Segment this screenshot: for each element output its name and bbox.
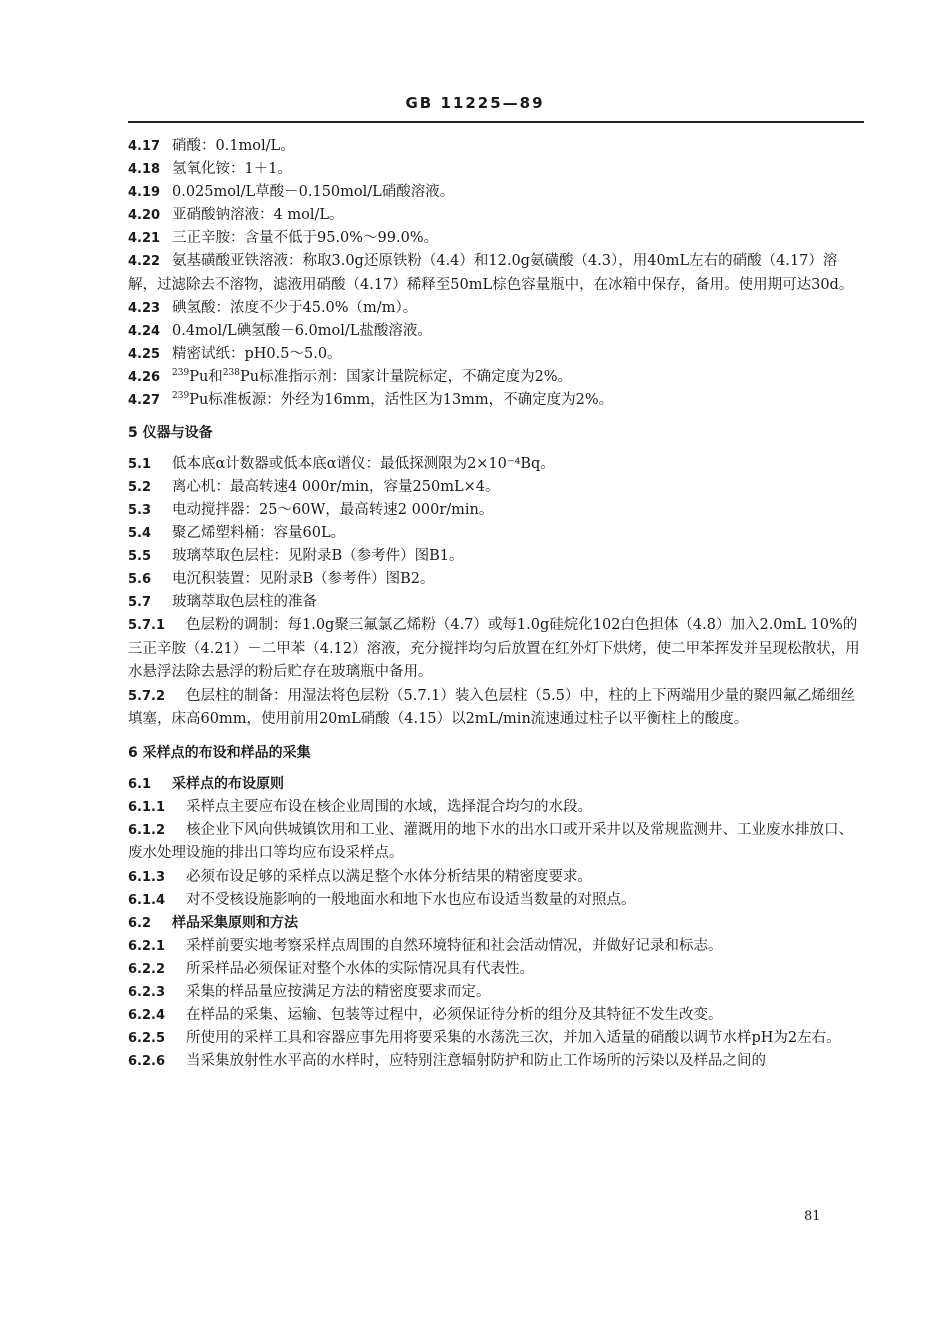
clause-5-7-1 [128, 614, 864, 685]
clause-text: 0.025mol/L草酸－0.150mol/L硝酸溶液。 [172, 184, 455, 200]
page-number: 81 [804, 1209, 821, 1224]
clause-text: 电动搅拌器：25～60W，最高转速2 000r/min。 [172, 502, 494, 518]
clause-number: 6.1 [128, 776, 152, 792]
header-rule [128, 121, 864, 123]
clause-text: 氨基磺酸亚铁溶液：称取3.0g还原铁粉（4.4）和12.0g氨磺酸（4.3），用40mL左右的硝酸（4.17）溶解，过滤除去不溶物，滤液用硝酸（4.17）稀释至50mL棕色容量瓶中，在冰箱中保存，备用。使用期可达30d。 [128, 253, 854, 293]
clause-text: 所使用的采样工具和容器应事先用将要采集的水荡洗三次，并加入适量的硝酸以调节水样pH为2左右。 [186, 1029, 841, 1046]
clause-number: 6.1.3 [128, 869, 166, 885]
clause-6-2-1 [128, 935, 864, 958]
clause-6-2-3 [128, 981, 864, 1004]
clause-4-25 [128, 343, 864, 366]
clause-number: 4.17 [128, 139, 161, 154]
clause-number: 6.2.6 [128, 1054, 166, 1069]
isotope-mass: 239 [172, 391, 190, 402]
clause-4-22 [128, 250, 864, 297]
clause-text: 所采样品必须保证对整个水体的实际情况具有代表性。 [186, 960, 534, 977]
clause-6-1-3 [128, 866, 864, 889]
clause-5-3 [128, 499, 864, 522]
clause-number: 4.21 [128, 231, 161, 246]
clause-number: 6.2.2 [128, 961, 166, 977]
clause-number: 6.1.1 [128, 799, 166, 815]
clause-6-2 [128, 912, 864, 935]
clause-number: 4.20 [128, 208, 161, 223]
clause-number: 5.1 [128, 457, 152, 472]
clause-number: 6.2.1 [128, 938, 166, 954]
clause-text-part: Pu和 [189, 369, 223, 385]
clause-6-1-2 [128, 819, 864, 866]
clause-text: 色层柱的制备：用湿法将色层粉（5.7.1）装入色层柱（5.5）中，柱的上下两端用少量的聚四氟乙烯细丝填塞，床高60mm，使用前用20mL硝酸（4.15）以2mL/min流速通过柱子以平衡柱上的酸度。 [128, 687, 855, 727]
clause-number: 4.24 [128, 324, 161, 339]
clause-4-26 [128, 366, 864, 389]
clause-text: 精密试纸：pH0.5～5.0。 [172, 346, 342, 362]
clause-text: 氢氧化铵：1＋1。 [172, 161, 292, 177]
page-body [128, 135, 864, 1073]
clause-number: 5.7.1 [128, 618, 166, 633]
clause-text: 采样点的布设原则 [172, 775, 284, 792]
standard-header: GB 11225—89 [405, 94, 545, 112]
clause-number: 6.2.5 [128, 1030, 166, 1046]
clause-6-2-4 [128, 1004, 864, 1027]
clause-text: 硝酸：0.1mol/L。 [172, 138, 295, 154]
clause-text: 在样品的采集、运输、包装等过程中，必须保证待分析的组分及其特征不发生改变。 [186, 1006, 723, 1023]
clause-text: Pu标准指示剂：国家计量院标定，不确定度为2%。 [239, 369, 573, 385]
clause-number: 5.5 [128, 549, 152, 564]
clause-6-1-4 [128, 889, 864, 912]
clause-text: 碘氢酸：浓度不少于45.0%（m/m）。 [172, 300, 418, 316]
clause-text: 样品采集原则和方法 [172, 914, 298, 931]
clause-number: 6.2 [128, 915, 152, 931]
clause-6-2-6 [128, 1050, 864, 1073]
clause-5-2 [128, 476, 864, 499]
clause-text: Pu标准板源：外经为16mm，活性区为13mm，不确定度为2%。 [189, 392, 614, 408]
clause-number: 5.7.2 [128, 688, 166, 704]
clause-number: 6.1.2 [128, 822, 166, 838]
clause-number: 6.2.3 [128, 984, 166, 1000]
clause-text: 必须布设足够的采样点以满足整个水体分析结果的精密度要求。 [186, 868, 592, 885]
clause-number: 4.22 [128, 254, 161, 269]
clause-5-4 [128, 522, 864, 545]
clause-text: 三正辛胺：含量不低于95.0%～99.0%。 [172, 230, 439, 246]
clause-6-1-1 [128, 796, 864, 819]
clause-number: 5.4 [128, 526, 152, 541]
isotope-mass: 238 [222, 368, 240, 379]
clause-4-21 [128, 227, 864, 250]
clause-text: 聚乙烯塑料桶：容量60L。 [172, 525, 346, 541]
clause-number: 4.25 [128, 347, 161, 362]
clause-number: 5.6 [128, 572, 152, 587]
clause-text: 电沉积装置：见附录B（参考件）图B2。 [172, 571, 435, 587]
clause-number: 4.19 [128, 185, 161, 200]
clause-5-6 [128, 568, 864, 591]
clause-4-27 [128, 389, 864, 412]
clause-4-23 [128, 297, 864, 320]
clause-5-5 [128, 545, 864, 568]
clause-text: 采样点主要应布设在核企业周围的水域，选择混合均匀的水段。 [186, 798, 592, 815]
clause-text: 玻璃萃取色层柱的准备 [172, 594, 317, 610]
clause-text: 采样前要实地考察采样点周围的自然环境特征和社会活动情况，并做好记录和标志。 [186, 937, 723, 954]
clause-number: 4.27 [128, 393, 161, 408]
clause-number: 4.18 [128, 162, 161, 177]
section-5-title: 5 仪器与设备 [128, 425, 213, 441]
clause-number: 4.26 [128, 370, 161, 385]
clause-6-2-2 [128, 958, 864, 981]
clause-text: 对不受核设施影响的一般地面水和地下水也应布设适当数量的对照点。 [186, 891, 636, 908]
clause-number: 6.2.4 [128, 1007, 166, 1023]
clause-text: 核企业下风向供城镇饮用和工业、灌溉用的地下水的出水口或开采井以及常规监测井、工业废水排放口、废水处理设施的排出口等均应布设采样点。 [128, 821, 853, 861]
clause-number: 5.3 [128, 503, 152, 518]
clause-text: 色层粉的调制：每1.0g聚三氟氯乙烯粉（4.7）或每1.0g硅烷化102白色担体（4.8）加入2.0mL 10%的三正辛胺（4.21）－二甲苯（4.12）溶液，充分搅拌均匀后放置在红外灯下烘烤，使二甲苯挥发并呈现松散状，用水悬浮法除去悬浮的粉后贮存在玻璃瓶中备用。 [128, 617, 860, 680]
clause-4-17 [128, 135, 864, 158]
clause-4-19 [128, 181, 864, 204]
isotope-mass: 239 [172, 368, 190, 379]
clause-5-1 [128, 453, 864, 476]
clause-4-20 [128, 204, 864, 227]
clause-text: 离心机：最高转速4 000r/min，容量250mL×4。 [172, 479, 500, 495]
clause-4-18 [128, 158, 864, 181]
clause-6-2-5 [128, 1027, 864, 1051]
clause-text: 当采集放射性水平高的水样时，应特别注意辐射防护和防止工作场所的污染以及样品之间的 [186, 1053, 766, 1069]
clause-text: 低本底α计数器或低本底α谱仪：最低探测限为2×10⁻⁴Bq。 [172, 456, 555, 472]
clause-text: 玻璃萃取色层柱：见附录B（参考件）图B1。 [172, 548, 464, 564]
clause-6-1 [128, 773, 864, 796]
clause-text: 采集的样品量应按满足方法的精密度要求而定。 [186, 983, 491, 1000]
clause-number: 5.7 [128, 595, 152, 610]
clause-5-7-2 [128, 685, 864, 732]
clause-text: 0.4mol/L碘氢酸－6.0mol/L盐酸溶液。 [172, 323, 432, 339]
clause-number: 6.1.4 [128, 892, 166, 908]
clause-text: 亚硝酸钠溶液：4 mol/L。 [172, 207, 344, 223]
clause-number: 4.23 [128, 301, 161, 316]
clause-number: 5.2 [128, 480, 152, 495]
section-6-title: 6 采样点的布设和样品的采集 [128, 744, 311, 761]
clause-5-7 [128, 591, 864, 614]
clause-4-24 [128, 320, 864, 343]
